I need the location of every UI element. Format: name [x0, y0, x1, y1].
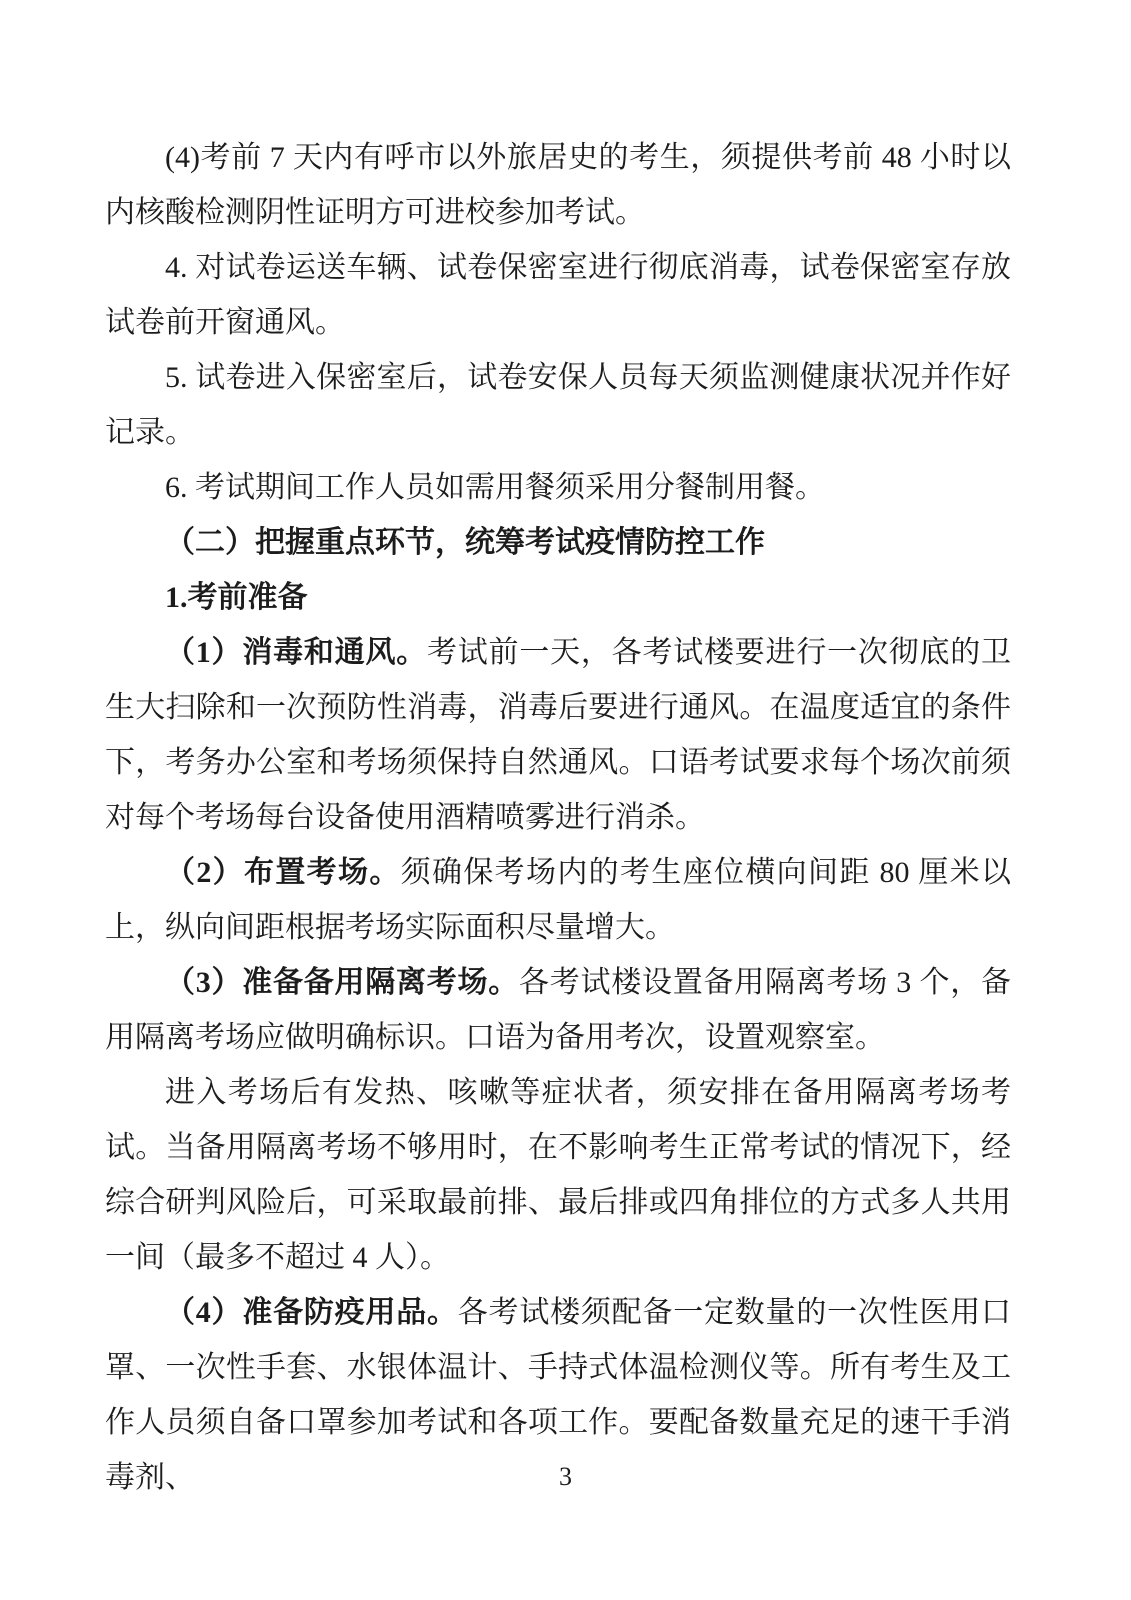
page-number: 3: [559, 1462, 572, 1491]
paragraph-body: 进入考场后有发热、咳嗽等症状者，须安排在备用隔离考场考试。当备用隔离考场不够用时，在不影响考生正常考试的情况下，经综合研判风险后，可采取最前排、最后排或四角排位的方式多人共用一间（最多不超过 4 人）。: [105, 1076, 1011, 1274]
paragraph-lead: （2）布置考场。: [165, 856, 401, 889]
paragraph-body: 各考试楼设置备用隔离考场 3 个，备用隔离考场应做明确标识。口语为备用考次，设置观察室。: [105, 966, 1011, 1054]
paragraph-lead: （3）准备备用隔离考场。: [165, 966, 519, 999]
page-footer: [0, 1462, 1131, 1492]
paragraph: [105, 460, 1011, 515]
paragraph-body: 4. 对试卷运送车辆、试卷保密室进行彻底消毒，试卷保密室存放试卷前开窗通风。: [105, 251, 1011, 339]
subsection-heading: [105, 570, 1011, 625]
paragraph-lead: （1）消毒和通风。: [165, 636, 427, 669]
paragraph-lead: （4）准备防疫用品。: [165, 1296, 458, 1329]
paragraph: [105, 625, 1011, 845]
paragraph-body: (4)考前 7 天内有呼市以外旅居史的考生，须提供考前 48 小时以内核酸检测阴性证明方可进校参加考试。: [105, 141, 1011, 229]
paragraph: [105, 955, 1011, 1065]
paragraph: [105, 845, 1011, 955]
paragraph-body: 各考试楼须配备一定数量的一次性医用口罩、一次性手套、水银体温计、手持式体温检测仪等。所有考生及工作人员须自备口罩参加考试和各项工作。要配备数量充足的速干手消毒剂、: [105, 1296, 1012, 1494]
paragraph: [105, 130, 1011, 240]
paragraph: [105, 350, 1011, 460]
subsection-heading-text: 1.考前准备: [165, 581, 308, 614]
section-heading-text: （二）把握重点环节，统筹考试疫情防控工作: [165, 526, 765, 559]
document-body: [105, 130, 1011, 1505]
paragraph: [105, 1065, 1011, 1285]
paragraph: [105, 240, 1011, 350]
paragraph-body: 须确保考场内的考生座位横向间距 80 厘米以上，纵向间距根据考场实际面积尽量增大。: [105, 856, 1012, 944]
paragraph-body: 6. 考试期间工作人员如需用餐须采用分餐制用餐。: [165, 471, 825, 504]
paragraph-body: 考试前一天，各考试楼要进行一次彻底的卫生大扫除和一次预防性消毒，消毒后要进行通风。在温度适宜的条件下，考务办公室和考场须保持自然通风。口语考试要求每个场次前须对每个考场每台设备使用酒精喷雾进行消杀。: [105, 636, 1011, 834]
section-heading: [105, 515, 1011, 570]
paragraph-body: 5. 试卷进入保密室后，试卷安保人员每天须监测健康状况并作好记录。: [105, 361, 1011, 449]
